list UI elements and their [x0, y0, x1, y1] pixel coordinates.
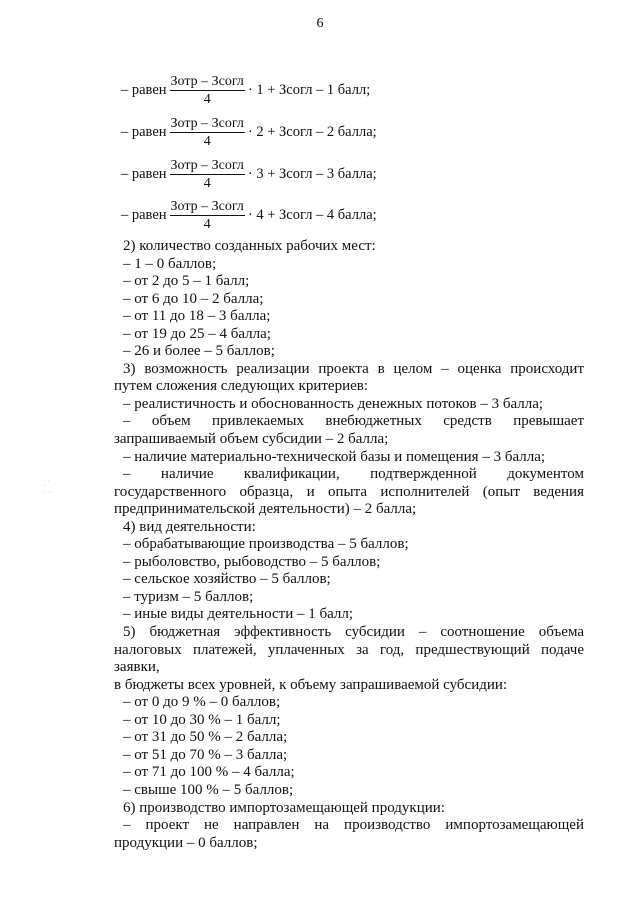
text-line: – рыболовство, рыбоводство – 5 баллов;	[123, 553, 381, 570]
fraction-denominator: 4	[203, 133, 211, 149]
text-line: – от 19 до 25 – 4 балла;	[123, 325, 271, 342]
formula-suffix: · 1 + Зсогл – 1 балл;	[247, 81, 371, 98]
text-line: предпринимательской деятельности) – 2 балла;	[114, 501, 417, 518]
text-line: – от 2 до 5 – 1 балл;	[123, 273, 250, 290]
formula-suffix: · 4 + Зсогл – 4 балла;	[247, 206, 377, 223]
text-line: – от 10 до 30 % – 1 балл;	[123, 711, 281, 728]
formula-fraction	[170, 74, 245, 107]
text-line: – от 6 до 10 – 2 балла;	[123, 290, 264, 307]
text-line: – от 31 до 50 % – 2 балла;	[123, 729, 288, 746]
formula-prefix: – равен	[121, 165, 167, 182]
margin-scan-marks: · · · · · ·	[44, 478, 53, 496]
fraction-denominator: 4	[203, 91, 211, 107]
text-line: – объем привлекаемых внебюджетных средств превышает	[123, 413, 584, 430]
fraction-denominator: 4	[203, 175, 211, 191]
formula-line	[121, 156, 377, 192]
text-line: – от 11 до 18 – 3 балла;	[123, 308, 271, 325]
text-line: – проект не направлен на производство импортозамещающей	[123, 817, 584, 834]
text-line: в бюджеты всех уровней, к объему запрашиваемой субсидии:	[114, 676, 508, 693]
formula-suffix: · 2 + Зсогл – 2 балла;	[247, 123, 377, 140]
formula-suffix: · 3 + Зсогл – 3 балла;	[247, 165, 377, 182]
text-line: государственного образца, и опыта исполнителей (опыт ведения	[114, 483, 584, 500]
formula-line	[121, 197, 377, 233]
text-line: – от 71 до 100 % – 4 балла;	[123, 764, 295, 781]
text-line: – наличие материально-технической базы и помещения – 3 балла;	[123, 448, 546, 465]
formula-prefix: – равен	[121, 123, 167, 140]
formula-line	[121, 114, 377, 150]
fraction-numerator: Зотр – Зсогл	[170, 73, 244, 89]
fraction-denominator: 4	[203, 216, 211, 232]
text-line: – от 0 до 9 % – 0 баллов;	[123, 694, 281, 711]
text-line: – обрабатывающие производства – 5 баллов;	[123, 536, 409, 553]
text-line: – наличие квалификации, подтвержденной документом	[123, 466, 584, 483]
text-line: – реалистичность и обоснованность денежных потоков – 3 балла;	[123, 395, 544, 412]
fraction-numerator: Зотр – Зсогл	[170, 115, 244, 131]
text-line: налоговых платежей, уплаченных за год, предшествующий подаче заявки,	[114, 641, 584, 676]
text-line: – сельское хозяйство – 5 баллов;	[123, 571, 331, 588]
fraction-numerator: Зотр – Зсогл	[170, 157, 244, 173]
text-line: путем сложения следующих критериев:	[114, 378, 369, 395]
formula-prefix: – равен	[121, 206, 167, 223]
text-line: – 26 и более – 5 баллов;	[123, 343, 275, 360]
formula-line	[121, 72, 370, 108]
formula-fraction	[170, 158, 245, 191]
body-text	[114, 238, 584, 852]
text-line: – 1 – 0 баллов;	[123, 255, 217, 272]
text-line: 2) количество созданных рабочих мест:	[123, 238, 376, 254]
text-line: запрашиваемый объем субсидии – 2 балла;	[114, 431, 389, 448]
text-line: 3) возможность реализации проекта в целом – оценка происходит	[123, 360, 584, 377]
text-line: 4) вид деятельности:	[123, 518, 256, 535]
text-line: – иные виды деятельности – 1 балл;	[123, 606, 354, 623]
page-number: 6	[316, 16, 324, 31]
text-line: 6) производство импортозамещающей продукции:	[123, 799, 445, 816]
formula-prefix: – равен	[121, 81, 167, 98]
text-line: 5) бюджетная эффективность субсидии – соотношение объема	[123, 624, 584, 641]
formula-fraction	[170, 116, 245, 149]
text-line: – туризм – 5 баллов;	[123, 588, 254, 605]
text-line: продукции – 0 баллов;	[114, 834, 258, 851]
fraction-numerator: Зотр – Зсогл	[170, 198, 244, 214]
formula-fraction	[170, 199, 245, 232]
text-line: – от 51 до 70 % – 3 балла;	[123, 746, 288, 763]
text-line: – свыше 100 % – 5 баллов;	[123, 781, 294, 798]
